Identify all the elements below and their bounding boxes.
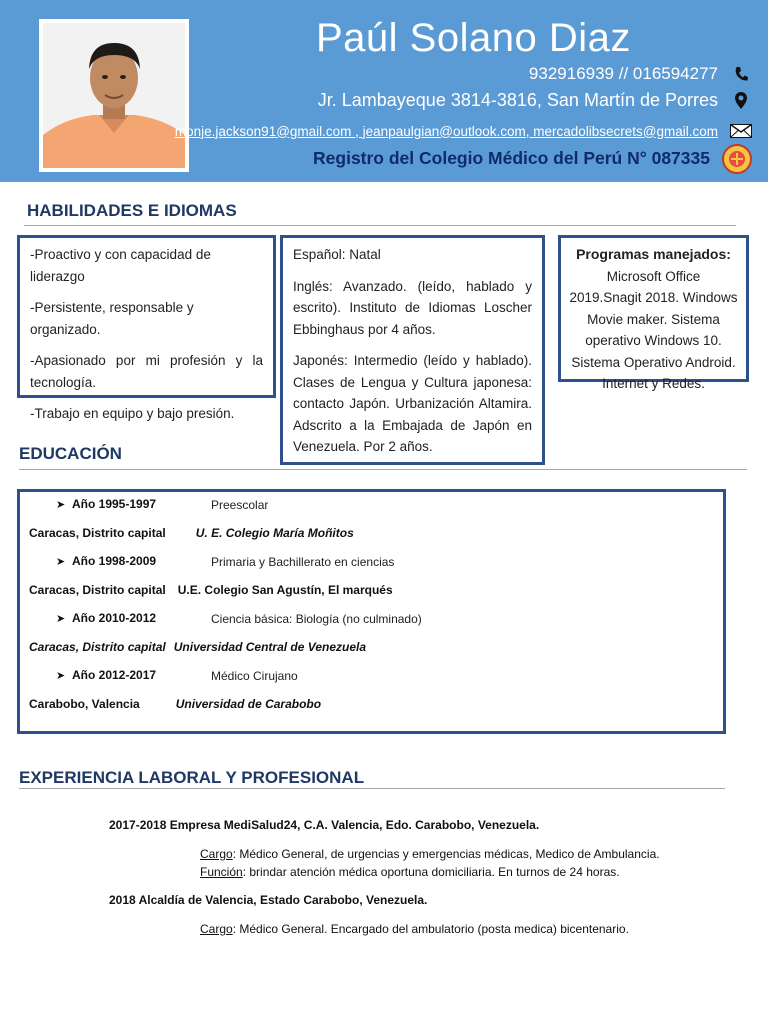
arrow-bullet-icon: ➤: [56, 556, 66, 568]
job-cargo: Cargo: Médico General. Encargado del ambulatorio (posta medica) bicentenario.: [200, 922, 629, 936]
ability-item: -Apasionado por mi profesión y la tecnología.: [30, 353, 263, 390]
phone-line: [529, 64, 752, 84]
arrow-bullet-icon: ➤: [56, 670, 66, 682]
header-banner: [0, 0, 768, 182]
phone-numbers: 932916939 // 016594277: [528, 64, 718, 83]
experience-section-title: EXPERIENCIA LABORAL Y PROFESIONAL: [19, 768, 365, 787]
location-pin-icon: [730, 92, 752, 110]
education-year-row: ➤ Año 1998-2009: [56, 554, 157, 568]
arrow-bullet-icon: ➤: [56, 499, 66, 511]
languages-box: [280, 235, 545, 465]
language-item: Español: Natal: [293, 247, 381, 262]
education-level: Ciencia básica: Biología (no culminado): [211, 612, 422, 626]
education-year-row: ➤ Año 2010-2012: [56, 611, 157, 625]
software-title: Programas manejados:: [576, 246, 731, 262]
education-section-divider: [19, 469, 747, 470]
software-list: Microsoft Office 2019.Snagit 2018. Windows Movie maker. Sistema operativo Windows 10. Sistema Operativo Android. Internet y Redes.: [569, 268, 738, 391]
experience-section-divider: [19, 788, 725, 789]
education-institution-row: Carabobo, Valencia Universidad de Carabobo: [29, 697, 322, 711]
education-level: Médico Cirujano: [211, 669, 298, 683]
medical-college-seal-icon: [722, 150, 752, 168]
candidate-name: Paúl Solano Diaz: [316, 16, 631, 60]
job-cargo: Cargo: Médico General, de urgencias y emergencias médicas, Medico de Ambulancia.: [200, 847, 660, 861]
ability-item: -Proactivo y con capacidad de liderazgo: [30, 247, 211, 284]
registry-line: [313, 148, 752, 169]
ability-item: -Persistente, responsable y organizado.: [30, 300, 194, 337]
education-level: Preescolar: [211, 498, 269, 512]
education-level: Primaria y Bachillerato en ciencias: [211, 555, 395, 569]
address-text: Jr. Lambayeque 3814-3816, San Martín de Porres: [317, 90, 718, 110]
skills-section-title: HABILIDADES E IDIOMAS: [27, 201, 237, 220]
medical-registry: Registro del Colegio Médico del Perú N° 087335: [313, 148, 710, 168]
ability-item: -Trabajo en equipo y bajo presión.: [30, 406, 235, 421]
education-institution-row: Caracas, Distrito capital U. E. Colegio María Moñitos: [29, 526, 354, 540]
education-section-title: EDUCACIÓN: [19, 444, 122, 463]
education-institution-row: Caracas, Distrito capital Universidad Central de Venezuela: [29, 640, 367, 654]
job-header: 2018 Alcaldía de Valencia, Estado Carabobo, Venezuela.: [109, 893, 428, 907]
skills-section-divider: [24, 225, 736, 226]
phone-icon: [730, 65, 752, 83]
email-links[interactable]: monje.jackson91@gmail.com , jeanpaulgian@outlook.com, mercadolibsecrets@gmail.com: [174, 123, 718, 139]
language-item: Inglés: Avanzado. (leído, hablado y escrito). Instituto de Idiomas Loscher Ebbinghaus por 4 años.: [293, 278, 532, 337]
language-item: Japonés: Intermedio (leído y hablado). Clases de Lengua y Cultura japonesa: contacto Japón. Urbanización Altamira. Adscrito a la Embajada de Japón en Venezuela. Por 2 años.: [293, 353, 532, 454]
education-year-row: ➤ Año 1995-1997: [56, 497, 157, 511]
abilities-box: [17, 235, 276, 421]
job-function: Función: brindar atención médica oportuna domiciliaria. En turnos de 24 horas.: [200, 865, 620, 879]
education-institution-row: Caracas, Distrito capital U.E. Colegio San Agustín, El marqués: [29, 583, 393, 597]
envelope-icon: [730, 122, 752, 140]
address-line: [318, 90, 752, 111]
email-line: [175, 122, 752, 140]
education-year-row: ➤ Año 2012-2017: [56, 668, 157, 682]
software-box: [558, 235, 749, 391]
job-header: 2017-2018 Empresa MediSalud24, C.A. Valencia, Edo. Carabobo, Venezuela.: [109, 818, 540, 832]
arrow-bullet-icon: ➤: [56, 613, 66, 625]
